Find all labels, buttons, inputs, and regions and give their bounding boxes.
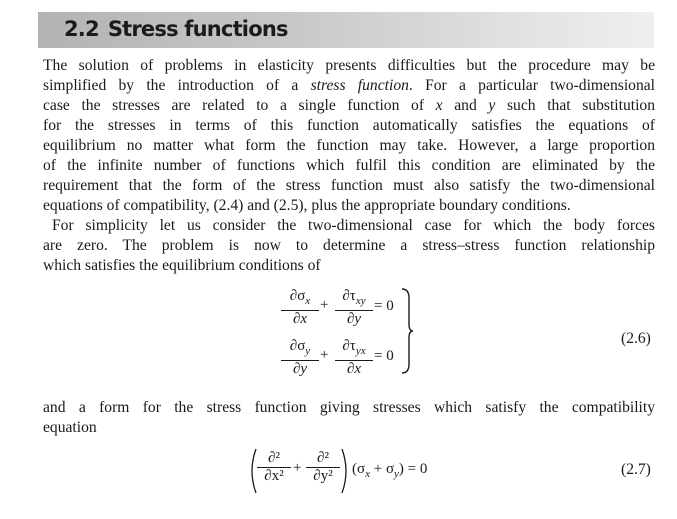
paragraph-line: requirement that the form of the stress function must also satisfy the two-dimensional: [43, 177, 655, 194]
fraction: $\partial\sigma_x$ ∂x: [282, 288, 318, 328]
paragraph-line: case the stresses are related to a single function of x and y such that substitution: [43, 97, 656, 114]
paragraph-line: and a form for the stress function giving stresses which satisfy the compatibility: [43, 399, 655, 416]
paragraph-line: For simplicity let us consider the two-dimensional case for which the body forces: [52, 217, 655, 234]
paragraph-line: are zero. The problem is now to determine a stress–stress function relationship: [43, 237, 655, 254]
equation-2-6: $\partial\sigma_x$ ∂x + $\partial\tau_{xy}$ ∂y = 0 $\partial\sigma_y$ ∂y + $\partial\tau_{yx}$ ∂x = 0: [0, 0, 677, 519]
fraction: $\partial\tau_{xy}$ ∂y: [336, 288, 372, 328]
paragraph-line: equation: [43, 419, 97, 436]
fraction: ∂² ∂x²: [258, 450, 290, 485]
paragraph-line: for the stresses in terms of this function automatically satisfies the equations of: [43, 117, 655, 134]
equation-number: (2.6): [621, 330, 651, 347]
paragraph-line: equations of compatibility, (2.4) and (2.5), plus the appropriate boundary conditions.: [43, 197, 571, 214]
left-paren-icon: [246, 448, 258, 494]
paragraph-line: of the infinite number of functions which fulfil this condition are eliminated by the: [43, 157, 655, 174]
paragraph-line: simplified by the introduction of a stress function. For a particular two-dimensional: [43, 77, 655, 94]
section-number: 2.2: [64, 17, 99, 41]
right-paren-icon: [340, 448, 352, 494]
emphasis-text: stress function: [310, 77, 409, 94]
paragraph-line: equilibrium no matter what form the function may take. However, a large proportion: [43, 137, 655, 154]
fraction: $\partial\tau_{yx}$ ∂x: [336, 338, 372, 378]
fraction: $\partial\sigma_y$ ∂y: [282, 338, 318, 378]
compatibility-expression: $(\sigma_x + \sigma_y) = 0$: [352, 461, 428, 480]
equation-number: (2.7): [621, 461, 651, 478]
fraction: ∂² ∂y²: [307, 450, 339, 485]
section-title: Stress functions: [107, 17, 288, 41]
paragraph-line: The solution of problems in elasticity presents difficulties but the procedure may be: [43, 57, 655, 74]
paragraph-line: which satisfies the equilibrium conditions of: [43, 257, 321, 274]
equation-2-7: ∂² ∂x² + ∂² ∂y² $(\sigma_x + \sigma_y) = 0$: [0, 0, 677, 519]
